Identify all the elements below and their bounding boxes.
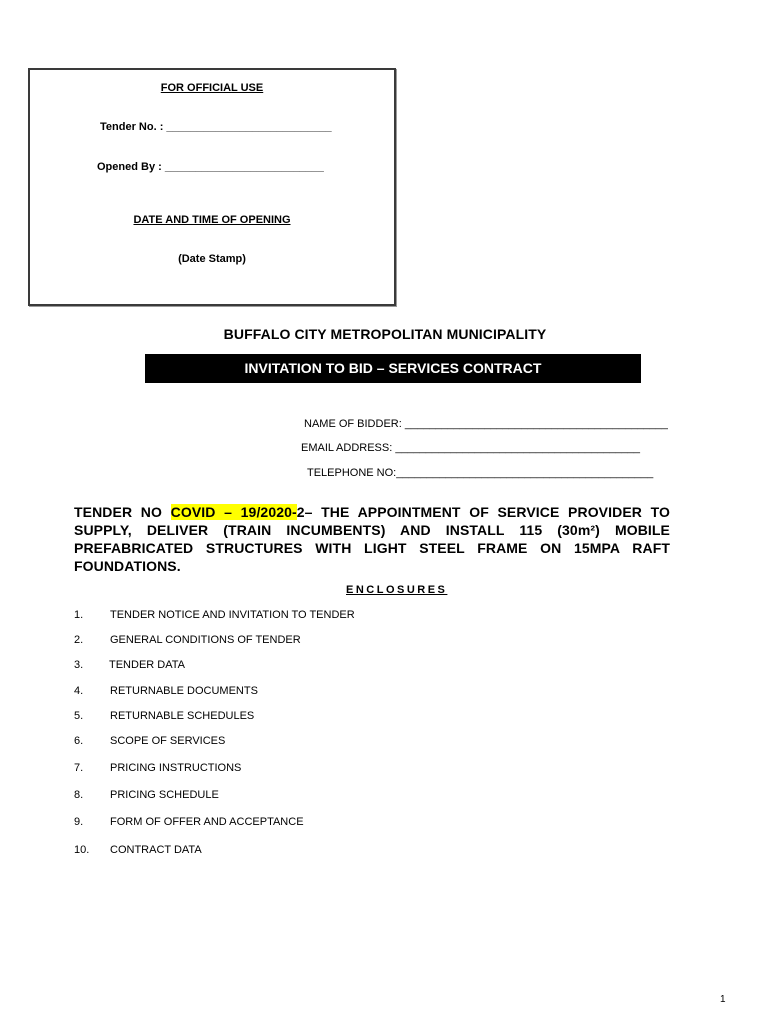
item-number: 4. [74,685,84,697]
email-address-field: EMAIL ADDRESS: ________________________________________ [301,442,641,454]
tender-heading [74,503,670,575]
item-number: 1. [74,609,84,621]
item-text: CONTRACT DATA [110,844,202,856]
item-text: RETURNABLE SCHEDULES [110,710,255,722]
item-number: 10. [74,844,90,856]
item-text: GENERAL CONDITIONS OF TENDER [110,634,301,646]
item-number: 7. [74,762,84,774]
invitation-banner: INVITATION TO BID – SERVICES CONTRACT [145,354,641,383]
bidder-name-field: NAME OF BIDDER: ___________________________________________ [304,418,668,430]
municipality-title: BUFFALO CITY METROPOLITAN MUNICIPALITY [223,326,547,342]
opened-by-field: Opened By : __________________________ [97,161,324,173]
official-use-box [28,68,396,306]
item-number: 9. [74,816,84,828]
tender-heading-line3: PREFABRICATED STRUCTURES WITH LIGHT STEEL FRAME ON 15MPA RAFT [74,540,670,556]
item-number: 5. [74,710,84,722]
item-text: PRICING INSTRUCTIONS [110,762,242,774]
tender-heading-line2: SUPPLY, DELIVER (TRAIN INCUMBENTS) AND INSTALL 115 (30m²) MOBILE [74,522,670,538]
telephone-field: TELEPHONE NO:__________________________________________ [307,467,654,479]
item-text: SCOPE OF SERVICES [110,735,226,747]
page-number: 1 [720,994,726,1005]
item-number: 8. [74,789,84,801]
date-stamp-label: (Date Stamp) [178,253,246,265]
enclosures-title: ENCLOSURES [346,584,448,596]
item-text: PRICING SCHEDULE [110,789,219,801]
item-text: RETURNABLE DOCUMENTS [110,685,258,697]
official-use-title: FOR OFFICIAL USE [160,82,264,94]
item-text: TENDER DATA [109,659,185,671]
tender-prefix: TENDER NO [74,504,171,520]
tender-number-highlight: COVID – 19/2020- [170,504,297,520]
item-number: 3. [74,659,84,671]
tender-heading-line4: FOUNDATIONS. [74,558,181,574]
item-text: TENDER NOTICE AND INVITATION TO TENDER [110,609,355,621]
date-time-of-opening: DATE AND TIME OF OPENING [133,214,291,226]
item-text: FORM OF OFFER AND ACCEPTANCE [110,816,304,828]
item-number: 6. [74,735,84,747]
tender-heading-line1 [74,503,670,521]
item-number: 2. [74,634,84,646]
tender-no-field: Tender No. : ___________________________ [100,121,332,133]
tender-line1-rest: 2– THE APPOINTMENT OF SERVICE PROVIDER TO [296,504,670,520]
